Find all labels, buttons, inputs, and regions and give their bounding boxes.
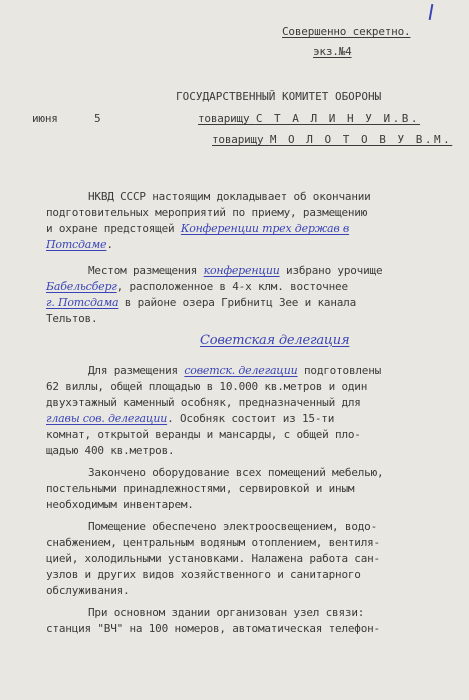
body-line: щадью 400 кв.метров.: [46, 444, 175, 457]
addressee-prefix: товарищу: [198, 112, 256, 125]
body-line: [46, 296, 356, 309]
body-line: 62 виллы, общей площадью в 10.000 кв.метров и один: [46, 380, 368, 393]
handwritten-insert: Конференции трех держав в: [180, 222, 350, 235]
handwritten-insert: советск. делегации: [184, 364, 298, 377]
body-line: снабжением, центральным водяным отоплением, вентиля-: [46, 536, 380, 549]
body-line: необходимым инвентарем.: [46, 498, 194, 511]
handwritten-insert: Потсдаме: [46, 238, 107, 251]
addressee-molotov: [212, 133, 452, 146]
body-line: комнат, открытой веранды и мансарды, с общей пло-: [46, 428, 361, 441]
addressee-name: С Т А Л И Н У И.В.: [255, 112, 421, 125]
addressee-stalin: [198, 112, 420, 125]
body-line: цией, холодильными установками. Налажена работа сан-: [46, 552, 380, 565]
classification-label: Совершенно секретно.: [282, 25, 411, 38]
body-line: Помещение обеспечено электроосвещением, водо-: [88, 520, 378, 533]
handwritten-insert: Бабельсберг: [46, 280, 117, 293]
body-text: , расположенное в 4-х клм. восточнее: [116, 280, 348, 293]
body-line: подготовительных мероприятий по приему, размещению: [46, 206, 368, 219]
body-text: избрано урочище: [279, 264, 383, 277]
body-line: [46, 364, 381, 377]
handwritten-insert: главы сов. делегации: [46, 412, 168, 425]
body-text: подготовлены: [297, 364, 382, 377]
body-line: [46, 412, 334, 425]
body-line: постельными принадлежностями, сервировкой и иным: [46, 482, 355, 495]
body-line: [46, 280, 348, 293]
body-text: Для размещения: [88, 364, 185, 377]
section-heading: Советская делегация: [200, 333, 350, 348]
body-text: и охране предстоящей: [46, 222, 181, 235]
handwritten-insert: г. Потсдама: [46, 296, 119, 309]
copy-number: экз.№4: [313, 45, 352, 58]
body-line: [46, 238, 113, 251]
body-line: узлов и других видов хозяйственного и санитарного: [46, 568, 361, 581]
body-line: [46, 264, 382, 277]
body-text: Местом размещения: [88, 264, 204, 277]
handwritten-insert: конференции: [203, 264, 280, 277]
body-line: НКВД СССР настоящим докладывает об окончании: [88, 190, 371, 203]
body-line: При основном здании организован узел связи:: [88, 606, 365, 619]
body-line: обслуживания.: [46, 584, 130, 597]
body-line: станция "ВЧ" на 100 номеров, автоматическая телефон-: [46, 622, 380, 635]
body-text: в районе озера Грибнитц Зее и канала: [118, 296, 357, 309]
addressee-prefix: товарищу: [212, 133, 270, 146]
committee-title: ГОСУДАРСТВЕННЫЙ КОМИТЕТ ОБОРОНЫ: [176, 90, 382, 103]
body-line: Тельтов.: [46, 312, 98, 325]
body-line: [46, 222, 349, 235]
handwritten-mark: [429, 4, 434, 20]
date-month: июня: [32, 112, 58, 125]
body-text: . Особняк состоит из 15-ти: [167, 412, 335, 425]
body-text: .: [106, 238, 113, 251]
addressee-name: М О Л О Т О В У В.М.: [269, 133, 453, 146]
date-day: 5: [94, 112, 101, 125]
body-line: двухэтажный каменный особняк, предназначенный для: [46, 396, 361, 409]
body-line: Закончено оборудование всех помещений мебелью,: [88, 466, 384, 479]
